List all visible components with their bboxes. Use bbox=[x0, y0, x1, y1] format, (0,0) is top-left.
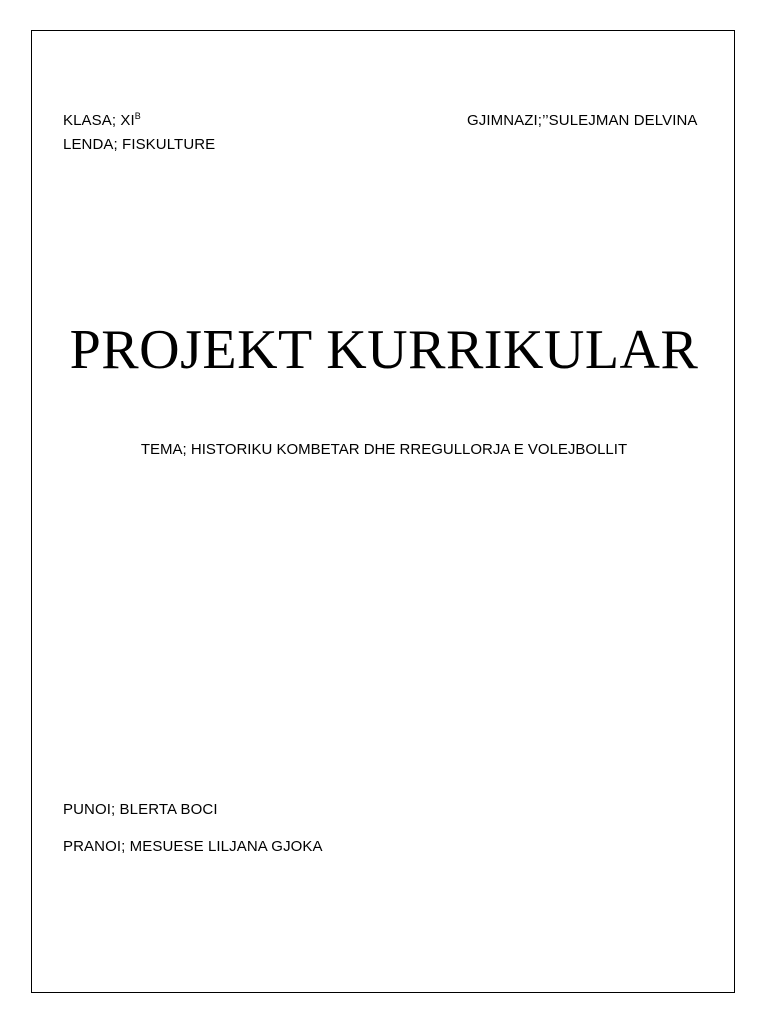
school-name: GJIMNAZI;’’SULEJMAN DELVINA bbox=[467, 112, 698, 129]
class-line bbox=[63, 112, 141, 130]
document-title: PROJEKT KURRIKULAR bbox=[69, 319, 699, 381]
author-line: PUNOI; BLERTA BOCI bbox=[63, 801, 218, 818]
topic-line: TEMA; HISTORIKU KOMBETAR DHE RREGULLORJA E VOLEJBOLLIT bbox=[140, 441, 628, 458]
class-section-superscript: B bbox=[134, 111, 141, 121]
subject-line: LENDA; FISKULTURE bbox=[63, 136, 216, 153]
reviewer-line: PRANOI; MESUESE LILJANA GJOKA bbox=[63, 838, 323, 855]
class-label: KLASA; XI bbox=[63, 112, 135, 129]
